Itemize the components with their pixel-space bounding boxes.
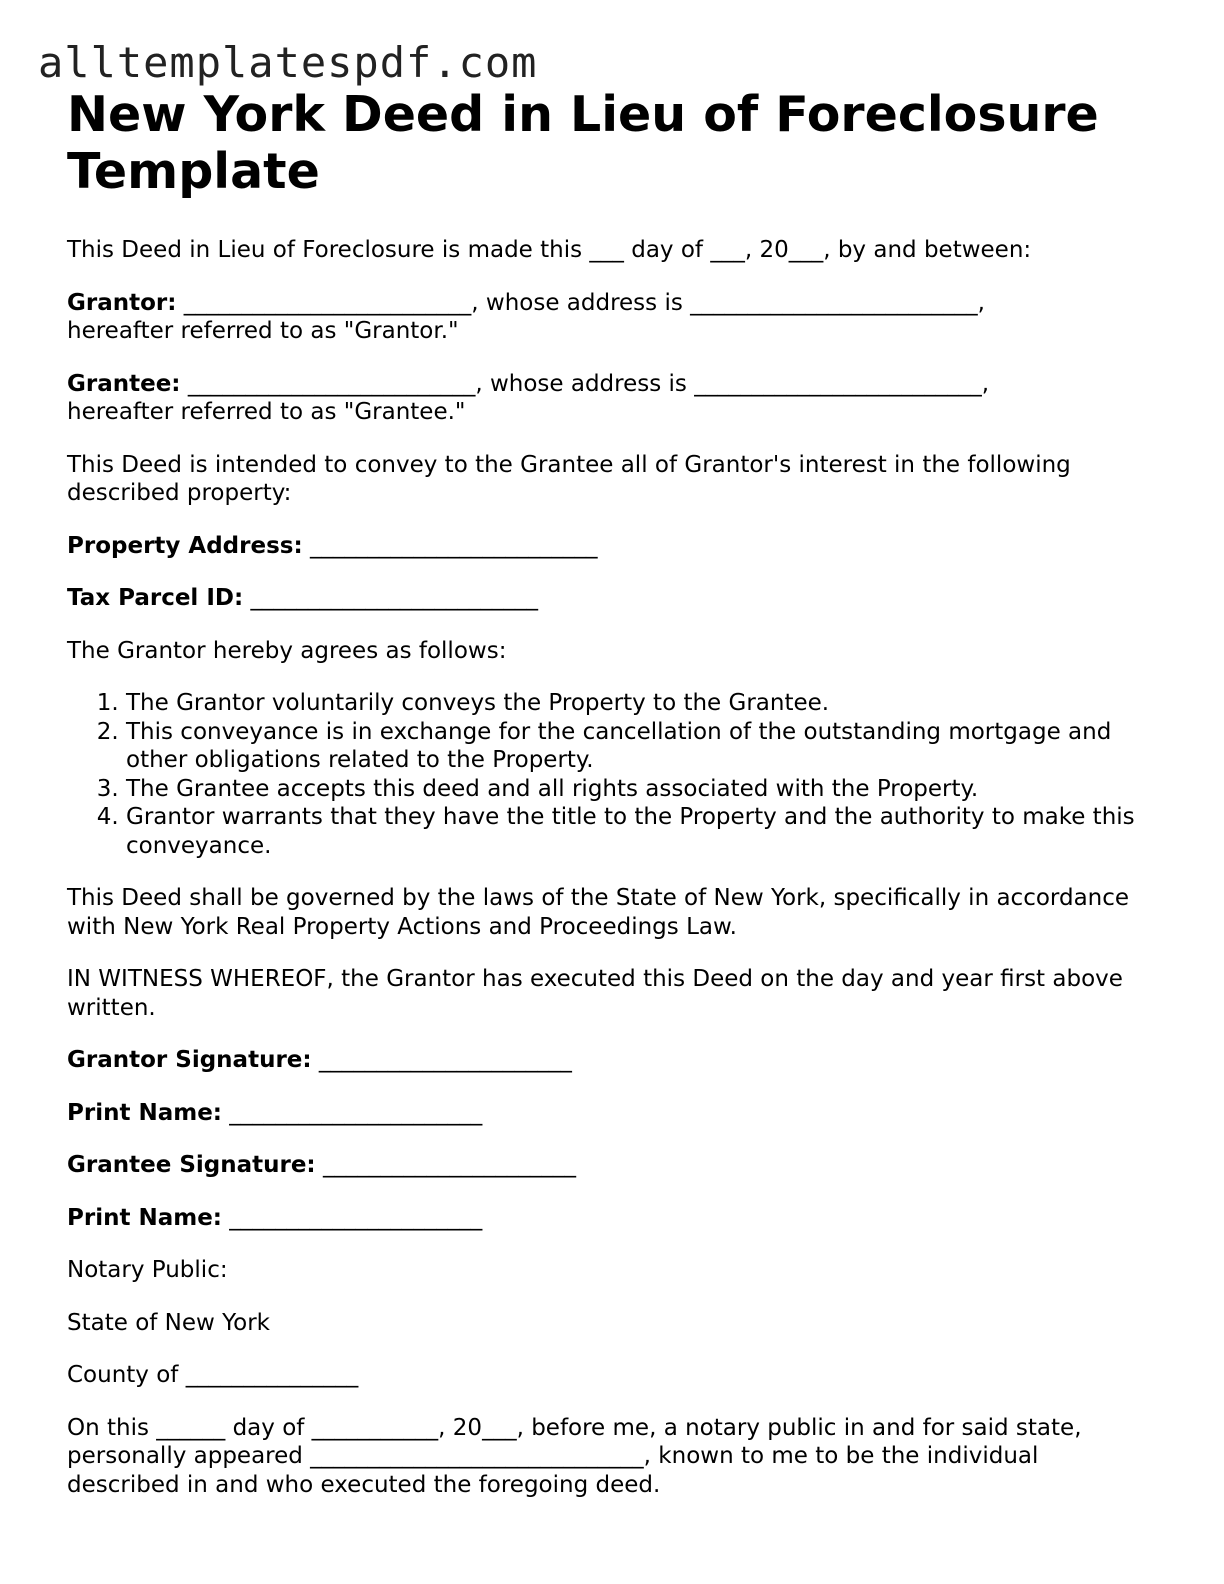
tax-parcel-field — [67, 584, 1157, 613]
notary-label: Notary Public: — [67, 1257, 228, 1283]
state-line: State of New York — [67, 1309, 270, 1336]
grantor-label: Grantor: — [67, 289, 177, 316]
grantor-print-name-blank: ______________________ — [222, 1099, 483, 1126]
grantee-label: Grantee: — [67, 370, 181, 397]
grantor-paragraph — [67, 289, 1157, 346]
term-item: 2. This conveyance is in exchange for the cancellation of the outstanding mortgage and other obligations related to the Property. — [126, 718, 1157, 775]
grantor-signature-field — [67, 1046, 1157, 1075]
grantor-print-name-label: Print Name: — [67, 1099, 222, 1126]
property-address-blank: _________________________ — [302, 532, 598, 559]
tax-parcel-blank: _________________________ — [243, 585, 538, 611]
grantee-print-name-blank: ______________________ — [222, 1204, 483, 1231]
property-address-field — [67, 532, 1157, 561]
grantee-paragraph — [67, 370, 1157, 427]
grantor-line: _________________________, whose address is _________________________, — [176, 289, 985, 316]
grantee-signature-blank: ______________________ — [315, 1152, 576, 1178]
county-line: County of _______________ — [67, 1362, 359, 1388]
convey-paragraph: This Deed is intended to convey to the Grantee all of Grantor's interest in the following described property: — [67, 451, 1071, 506]
acknowledgment-paragraph: On this ______ day of ___________, 20___, before me, a notary public in and for said state, personally appeared _____________________________, known to me to be the individual described in and who executed the foregoing deed. — [67, 1414, 1082, 1498]
grantor-signature-blank: ______________________ — [311, 1047, 572, 1073]
grantee-signature-label: Grantee Signature: — [67, 1152, 316, 1178]
document-title: New York Deed in Lieu of Foreclosure Template — [67, 86, 1099, 200]
watermark: alltemplatespdf.com — [38, 38, 538, 87]
term-item: 3. The Grantee accepts this deed and all rights associated with the Property. — [126, 775, 1157, 804]
intro-paragraph: This Deed in Lieu of Foreclosure is made this ___ day of ___, 20___, by and between: — [67, 237, 1032, 263]
grantee-signature-field — [67, 1151, 1157, 1180]
term-item: 4. Grantor warrants that they have the title to the Property and the authority to make this conveyance. — [126, 803, 1157, 860]
grantee-line: _________________________, whose address is _________________________, — [180, 370, 990, 397]
witness-paragraph: IN WITNESS WHEREOF, the Grantor has executed this Deed on the day and year first above written. — [67, 966, 1123, 1021]
tax-parcel-label: Tax Parcel ID: — [67, 585, 244, 611]
grantor-referred: hereafter referred to as "Grantor." — [67, 318, 459, 344]
grantee-referred: hereafter referred to as "Grantee." — [67, 399, 466, 425]
governed-paragraph: This Deed shall be governed by the laws of the State of New York, specifically in accordance with New York Real Property Actions and Proceedings Law. — [67, 885, 1130, 940]
terms-list — [67, 689, 1157, 860]
document-body — [67, 86, 1157, 1523]
grantor-signature-label: Grantor Signature: — [67, 1047, 312, 1073]
grantee-print-name-label: Print Name: — [67, 1204, 222, 1231]
grantee-print-name-field — [67, 1204, 1157, 1233]
agrees-paragraph: The Grantor hereby agrees as follows: — [67, 637, 507, 664]
grantor-print-name-field — [67, 1099, 1157, 1128]
property-address-label: Property Address: — [67, 532, 303, 559]
term-item: 1. The Grantor voluntarily conveys the Property to the Grantee. — [126, 689, 1157, 718]
